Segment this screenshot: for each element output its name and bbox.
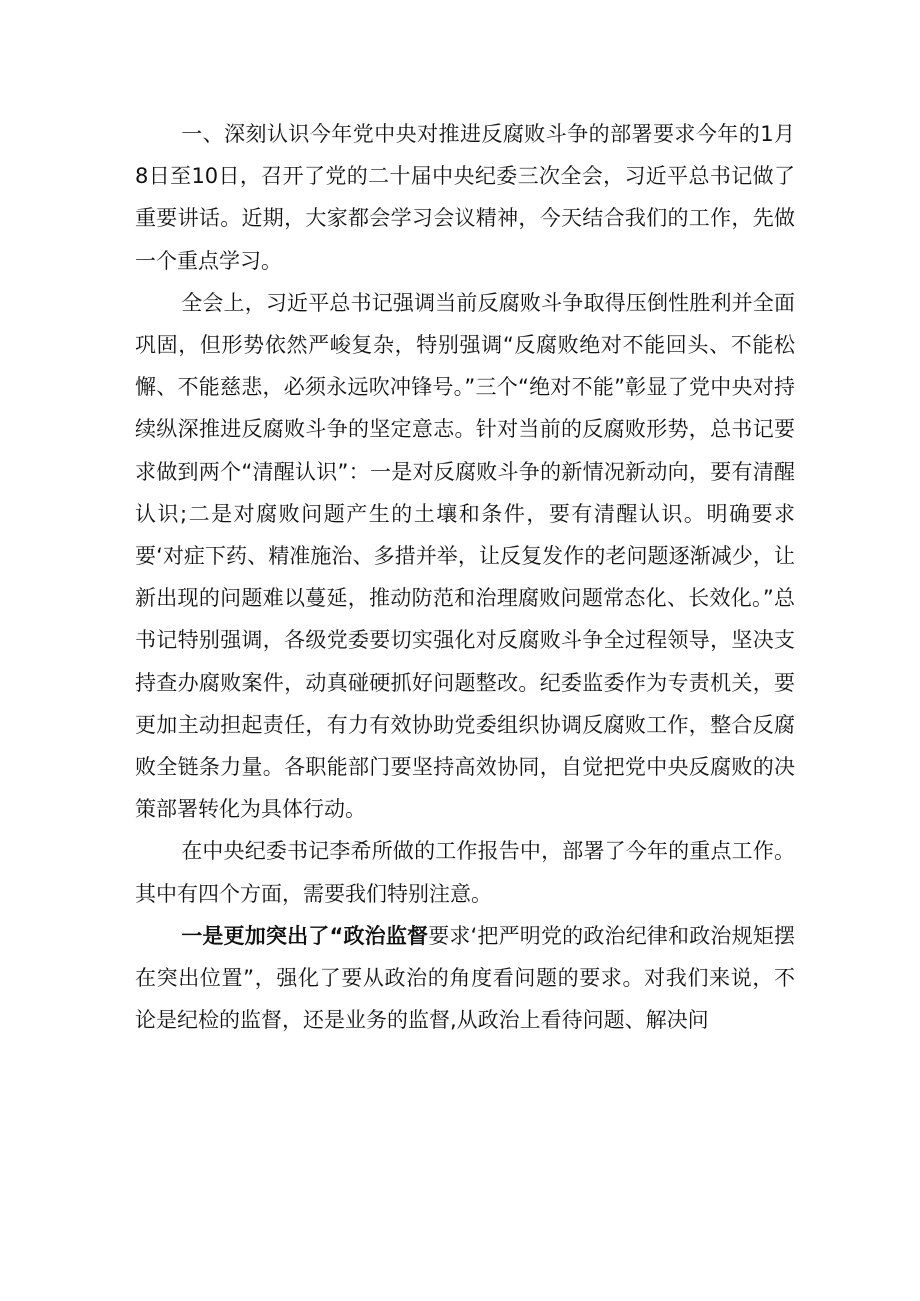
paragraph-3 bbox=[135, 830, 795, 914]
paragraph-1-text: 一、深刻认识今年党中央对推进反腐败斗争的部署要求今年的1月8日至10日，召开了党的二十届中央纪委三次全会，习近平总书记做了重要讲话。近期，大家都会学习会议精神，今天结合我们的工作，先做一个重点学习。 bbox=[135, 122, 795, 273]
paragraph-2-text: 全会上，习近平总书记强调当前反腐败斗争取得压倒性胜利并全面巩固，但形势依然严峻复杂，特别强调“反腐败绝对不能回头、不能松懈、不能慈悲，必须永远吹冲锋号。”三个“绝对不能”彰显了党中央对持续纵深推进反腐败斗争的坚定意志。针对当前的反腐败形势，总书记要求做到两个“清醒认识”：一是对反腐败斗争的新情况新动向，要有清醒认识;二是对腐败问题产生的土壤和条件，要有清醒认识。明确要求要‘对症下药、精准施治、多措并举，让反复发作的老问题逐渐减少，让新出现的问题难以蔓延，推动防范和治理腐败问题常态化、长效化。”总书记特别强调，各级党委要切实强化对反腐败斗争全过程领导，坚决支持查办腐败案件，动真碰硬抓好问题整改。纪委监委作为专责机关，要更加主动担起责任，有力有效协助党委组织协调反腐败工作，整合反腐败全链条力量。各职能部门要坚持高效协同，自觉把党中央反腐败的决策部署转化为具体行动。 bbox=[135, 290, 795, 822]
document-body bbox=[135, 113, 795, 1041]
paragraph-4-text: 要求‘把严明党的政治纪律和政治规矩摆在突出位置”，强化了要从政治的角度看问题的要求。对我们来说，不论是纪检的监督，还是业务的监督,从政治上看待问题、解决问 bbox=[135, 923, 795, 1033]
paragraph-3-text: 在中央纪委书记李希所做的工作报告中，部署了今年的重点工作。其中有四个方面，需要我们特别注意。 bbox=[135, 839, 795, 906]
paragraph-4-bold-lead: 一是更加突出了“政治监督 bbox=[181, 923, 429, 948]
paragraph-1 bbox=[135, 113, 795, 282]
paragraph-2 bbox=[135, 282, 795, 831]
paragraph-4 bbox=[135, 915, 795, 1042]
